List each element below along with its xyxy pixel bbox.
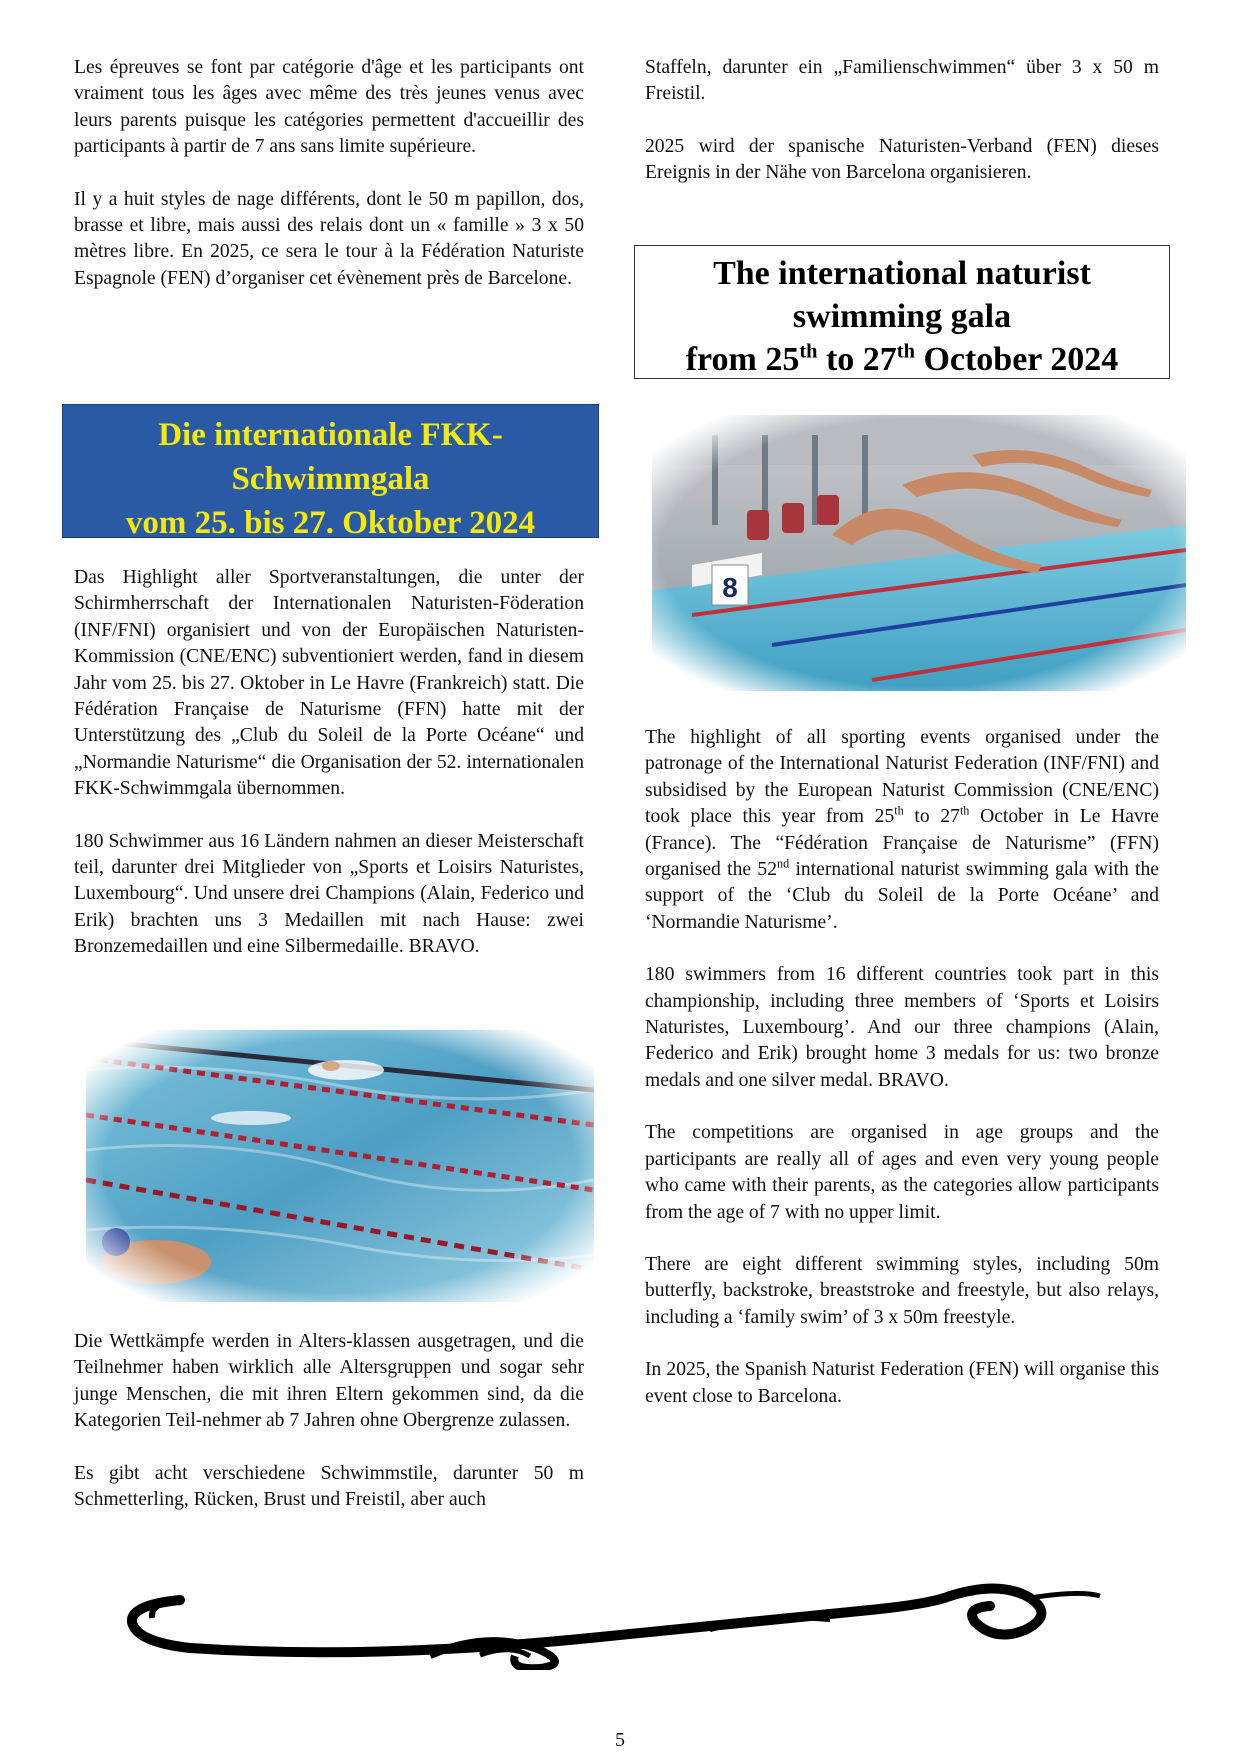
en-paragraph-1: The highlight of all sporting events organised under the patronage of the International Naturist Federation (INF/FNI) and subsidised by the European Naturist Commission (CNE/ENC) took place this year from 25th to 27th October in Le Havre (France). The “Fédération Française de Naturisme” (FFN) organised the 52nd international naturist swimming gala with the support of the ‘Club du Soleil de la Porte Océane’ and ‘Normandie Naturisme’. bbox=[645, 727, 1159, 933]
left-column-german-bottom bbox=[74, 1329, 584, 1513]
german-heading-box bbox=[62, 404, 599, 541]
english-heading-line-2: swimming gala bbox=[792, 298, 1012, 335]
german-heading-line-1: Die internationale FKK- bbox=[158, 417, 503, 453]
swimmers-photo bbox=[86, 1030, 594, 1302]
english-heading-box bbox=[634, 245, 1170, 379]
german-heading-line-2: Schwimmgala bbox=[231, 461, 430, 497]
english-heading-line-3: from 25th to 27th October 2024 bbox=[685, 340, 1119, 378]
right-column-top bbox=[645, 55, 1159, 187]
page-number: 5 bbox=[615, 1729, 625, 1751]
diving-photo bbox=[652, 415, 1186, 691]
de-continuation-1: Staffeln, darunter ein „Familienschwimmen“ über 3 x 50 m Freistil. bbox=[645, 57, 1159, 105]
en-paragraph-5: In 2025, the Spanish Naturist Federation (FEN) will organise this event close to Barcelona. bbox=[645, 1359, 1159, 1407]
en-paragraph-2: 180 swimmers from 16 different countries took part in this championship, including three members of ‘Sports et Loisirs Naturistes, Luxembourg’. And our three champions (Alain, Federico and Erik) brought home 3 medals for us: two bronze medals and one silver medal. BRAVO. bbox=[645, 964, 1159, 1091]
right-column-english bbox=[645, 725, 1159, 1410]
de-paragraph-1: Das Highlight aller Sportveranstaltungen, die unter der Schirmherrschaft der Internationalen Naturisten-Föderation (INF/FNI) organisiert und von der Europäischen Naturisten-Kommission (CNE/ENC) subventioniert werden, fand in diesem Jahr vom 25. bis 27. Oktober in Le Havre (Frankreich) statt. Die Fédération Française de Naturisme (FFN) hatte mit der Unterstützung des „Club du Soleil de la Porte Océane“ und „Normandie Naturisme“ die Organisation der 52. internationalen FKK-Schwimmgala übernommen. bbox=[74, 567, 584, 800]
de-continuation-2: 2025 wird der spanische Naturisten-Verband (FEN) dieses Ereignis in der Nähe von Barcelona organisieren. bbox=[645, 135, 1159, 184]
fr-paragraph-2: Il y a huit styles de nage différents, dont le 50 m papillon, dos, brasse et libre, mais aussi des relais dont un « famille » 3 x 50 mètres libre. En 2025, ce sera le tour à la Fédération Naturiste Espagnole (FEN) d’organiser cet évènement près de Barcelone. bbox=[74, 188, 584, 289]
german-heading-line-3: vom 25. bis 27. Oktober 2024 bbox=[125, 505, 536, 541]
left-column-top bbox=[74, 55, 584, 292]
de-paragraph-2: 180 Schwimmer aus 16 Ländern nahmen an dieser Meisterschaft teil, darunter drei Mitglieder von „Sports et Loisirs Naturistes, Luxembourg“. Und unsere drei Champions (Alain, Federico und Erik) brachten uns 3 Medaillen mit nach Hause: zwei Bronzemedaillen und eine Silbermedaille. BRAVO. bbox=[74, 830, 584, 958]
en-paragraph-3: The competitions are organised in age groups and the participants are really all of ages and even very young people who came with their parents, as the categories allow participants from the age of 7 with no upper limit. bbox=[645, 1122, 1159, 1223]
left-column-german bbox=[74, 565, 584, 961]
de-paragraph-3: Die Wettkämpfe werden in Alters-klassen ausgetragen, und die Teilnehmer haben wirklich alle Altersgruppen und sogar sehr junge Menschen, die mit ihren Eltern gekommen sind, da die Kategorien Teil-nehmer ab 7 Jahren ohne Obergrenze zulassen. bbox=[74, 1331, 584, 1432]
english-heading-line-1: The international naturist bbox=[713, 255, 1091, 292]
en-paragraph-4: There are eight different swimming styles, including 50m butterfly, backstroke, breaststroke and freestyle, but also relays, including a ‘family swim’ of 3 x 50m freestyle. bbox=[645, 1253, 1159, 1328]
de-paragraph-4: Es gibt acht verschiedene Schwimmstile, darunter 50 m Schmetterling, Rücken, Brust und Freistil, aber auch bbox=[74, 1462, 584, 1511]
fr-paragraph-1: Les épreuves se font par catégorie d'âge et les participants ont vraiment tous les âges avec même des très jeunes venus avec leurs parents puisque les catégories permettent d'accueillir des participants à partir de 7 ans sans limite supérieure. bbox=[74, 57, 584, 158]
decorative-swirl-divider bbox=[70, 1560, 1170, 1670]
